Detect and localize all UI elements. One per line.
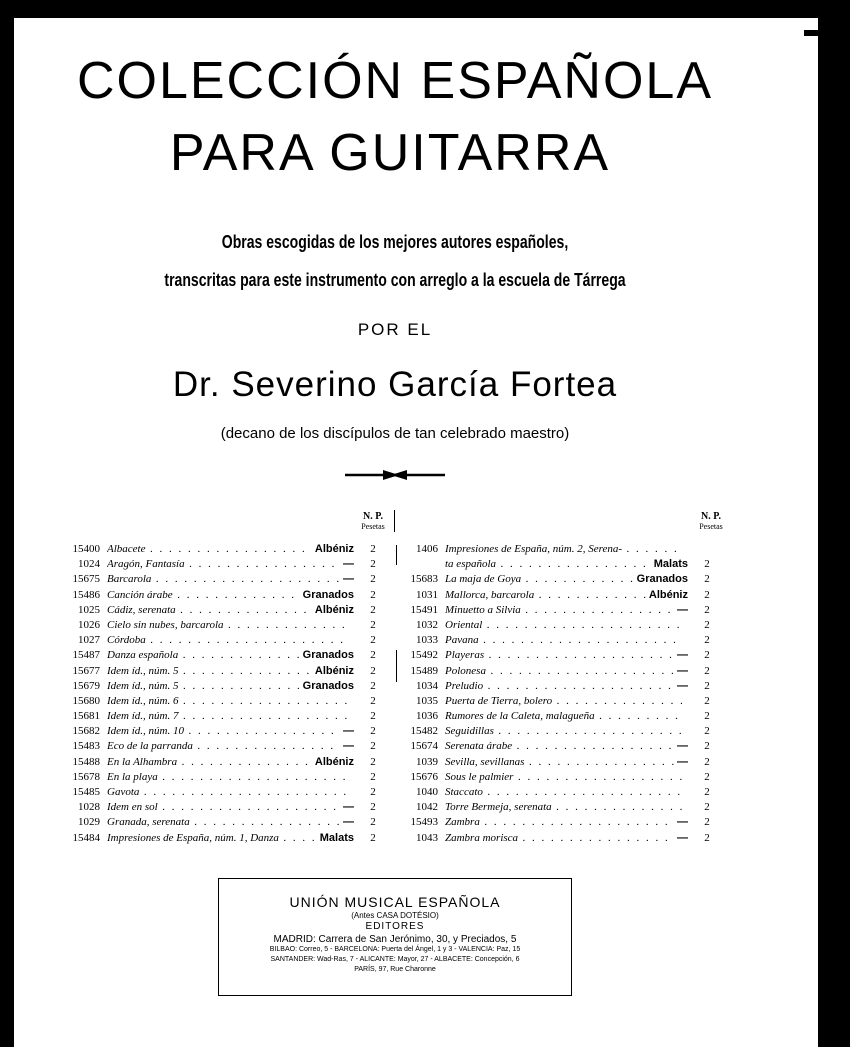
catalog-entry: [62, 815, 388, 830]
work-title: Córdoba . . .: [107, 633, 348, 648]
catalog-number: 15484: [72, 831, 100, 844]
price-pesetas: 2: [370, 740, 376, 753]
catalog-number: 1027: [78, 634, 100, 647]
catalog-entry: [400, 770, 722, 785]
price-pesetas: 2: [370, 725, 376, 738]
catalog-number: 15489: [410, 664, 438, 677]
catalog-number: 15675: [72, 573, 100, 586]
catalog-number: 1040: [416, 786, 438, 798]
composer-name: —: [674, 755, 688, 770]
catalog-number: 1034: [416, 679, 438, 692]
catalog-entry: [62, 633, 388, 648]
np-label: N. P.: [701, 511, 721, 522]
price-pesetas: 2: [704, 603, 710, 616]
catalog-number: 1406: [416, 543, 438, 555]
price-pesetas: 2: [704, 831, 710, 844]
catalog-entry: [62, 694, 388, 709]
composer-name: —: [340, 724, 354, 739]
catalog-entry: [62, 831, 388, 846]
por-el: POR EL: [357, 320, 433, 339]
catalog-entry: [62, 664, 388, 679]
price-pesetas: 2: [704, 694, 710, 707]
work-title: Idem íd., núm. 5 . . .: [107, 679, 348, 694]
composer-name: Granados: [300, 648, 354, 663]
work-title: Puerta de Tierra, bolero . . .: [445, 694, 682, 709]
left-catalog-list: [62, 542, 388, 846]
catalog-entry: [400, 709, 722, 724]
composer-name: —: [674, 648, 688, 663]
price-pesetas: 2: [370, 588, 376, 601]
work-title: Sevilla, sevillanas . . .: [445, 755, 682, 770]
catalog-entry: [400, 542, 722, 557]
price-pesetas: 2: [370, 755, 376, 768]
column-divider: [394, 510, 395, 532]
work-title: Eco de la parranda . . .: [107, 739, 348, 754]
work-title: Serenata árabe . . .: [445, 739, 682, 754]
price-pesetas: 2: [704, 816, 710, 829]
composer-name: —: [340, 572, 354, 587]
catalog-entry: [400, 603, 722, 618]
catalog-number: 15400: [72, 543, 100, 555]
catalog-entry: [400, 800, 722, 815]
catalog-number: 1035: [416, 694, 438, 707]
composer-name: —: [674, 739, 688, 754]
catalog-number: 1024: [78, 558, 100, 571]
catalog-entry: [62, 709, 388, 724]
catalog-entry: [62, 724, 388, 739]
author-note: (decano de los discípulos de tan celebrado maestro): [220, 425, 570, 442]
catalog-entry: [400, 724, 722, 739]
price-pesetas: 2: [370, 664, 376, 677]
price-pesetas: 2: [370, 618, 376, 631]
catalog-entry: [62, 755, 388, 770]
composer-name: Malats: [651, 557, 688, 572]
catalog-entry: [400, 679, 722, 694]
composer-name: —: [674, 603, 688, 618]
price-pesetas: 2: [704, 588, 710, 601]
work-title: Cielo sin nubes, barcarola . . .: [107, 618, 348, 633]
work-title: En la playa . . .: [107, 770, 348, 785]
price-pesetas: 2: [704, 740, 710, 753]
catalog-entry: [62, 648, 388, 663]
work-title: Seguidillas . . .: [445, 724, 682, 739]
publisher-madrid-address: MADRID: Carrera de San Jerónimo, 30, y Preciados, 5: [273, 934, 517, 945]
work-title: Playeras . . .: [445, 648, 682, 663]
catalog-entry: [400, 557, 722, 572]
catalog-number: 15492: [410, 649, 438, 662]
work-title: Cádiz, serenata . . .: [107, 603, 348, 618]
publisher-box: [218, 878, 572, 996]
scan-right-border: [818, 0, 850, 1047]
catalog-entry: [400, 664, 722, 679]
composer-name: Albéniz: [312, 664, 354, 679]
catalog-entry: [62, 800, 388, 815]
work-title: Idem íd., núm. 10 . . .: [107, 724, 348, 739]
catalog-number: 15683: [410, 573, 438, 586]
catalog-entry: [62, 572, 388, 587]
catalog-number: 15485: [72, 786, 100, 798]
work-title: Danza española . . .: [107, 648, 348, 663]
catalog-number: 1033: [416, 634, 438, 647]
publisher-branches-1: BILBAO: Correo, 5 - BARCELONA: Puerta del Ángel, 1 y 3 - VALENCIA: Paz, 15: [269, 946, 521, 953]
catalog-number: 15681: [72, 710, 100, 723]
work-title: Torre Bermeja, serenata . . .: [445, 800, 682, 815]
composer-name: —: [674, 679, 688, 694]
price-pesetas: 2: [370, 558, 376, 571]
catalog-number: 15678: [72, 770, 100, 783]
catalog-entry: [400, 572, 722, 587]
catalog-number: 1032: [416, 618, 438, 631]
price-pesetas: 2: [704, 558, 710, 571]
price-pesetas: 2: [370, 710, 376, 723]
work-title: Polonesa . . .: [445, 664, 682, 679]
composer-name: Albéniz: [646, 588, 688, 603]
catalog-entry: [62, 588, 388, 603]
price-pesetas: 2: [370, 634, 376, 647]
price-pesetas: 2: [704, 679, 710, 692]
publisher-branches-2: SANTANDER: Wad-Ras, 7 - ALICANTE: Mayor, 27 - ALBACETE: Concepción, 6: [270, 956, 520, 963]
composer-name: —: [340, 815, 354, 830]
catalog-number: 15487: [72, 649, 100, 662]
catalog-number: 1043: [416, 831, 438, 844]
catalog-entry: [62, 603, 388, 618]
price-pesetas: 2: [370, 770, 376, 783]
column-divider: [396, 545, 397, 565]
price-pesetas: 2: [704, 634, 710, 647]
price-pesetas: 2: [704, 649, 710, 662]
catalog-entry: [400, 739, 722, 754]
price-pesetas: 2: [370, 786, 376, 798]
catalog-entry: [62, 618, 388, 633]
catalog-entry: [400, 755, 722, 770]
collection-title-line1: COLECCIÓN ESPAÑOLA: [76, 52, 714, 110]
ornament-divider-icon: [345, 468, 445, 482]
composer-name: Granados: [300, 679, 354, 694]
price-pesetas: 2: [704, 755, 710, 768]
price-pesetas: 2: [370, 816, 376, 829]
catalog-entry: [400, 831, 722, 846]
catalog-number: 15674: [410, 740, 438, 753]
catalog-entry: [62, 739, 388, 754]
work-title: Impresiones de España, núm. 2, Serena- . . .: [445, 542, 682, 557]
composer-name: —: [674, 815, 688, 830]
price-pesetas: 2: [704, 786, 710, 798]
price-pesetas: 2: [370, 679, 376, 692]
composer-name: —: [674, 831, 688, 846]
np-sub: Pesetas: [699, 522, 723, 531]
catalog-number: 1026: [78, 618, 100, 631]
price-pesetas: 2: [704, 770, 710, 783]
price-pesetas: 2: [704, 618, 710, 631]
scan-edge-mark: [804, 30, 818, 36]
catalog-number: 15488: [72, 755, 100, 768]
catalog-number: 15677: [72, 664, 100, 677]
work-title: Pavana . . .: [445, 633, 682, 648]
composer-name: Albéniz: [312, 603, 354, 618]
catalog-number: 15680: [72, 694, 100, 707]
price-pesetas: 2: [370, 801, 376, 814]
catalog-entry: [400, 785, 722, 800]
publisher-editores: EDITORES: [365, 921, 425, 932]
catalog-entry: [400, 633, 722, 648]
catalog-number: 15493: [410, 816, 438, 829]
np-sub: Pesetas: [361, 522, 385, 531]
work-title: Rumores de la Caleta, malagueña . . .: [445, 709, 682, 724]
price-pesetas: 2: [370, 543, 376, 555]
work-title: Staccato . . .: [445, 785, 682, 800]
collection-title-line2: PARA GUITARRA: [169, 124, 611, 182]
subtitle-line2: transcritas para este instrumento con arreglo a la escuela de Tárrega: [164, 270, 626, 290]
work-title: En la Alhambra . . .: [107, 755, 348, 770]
np-header-left: [358, 512, 388, 532]
work-title: La maja de Goya . . .: [445, 572, 682, 587]
right-catalog-list: [400, 542, 722, 846]
price-pesetas: 2: [370, 603, 376, 616]
catalog-number: 15486: [72, 588, 100, 601]
work-title: Zambra morisca . . .: [445, 831, 682, 846]
composer-name: Malats: [317, 831, 354, 846]
work-title: Albacete . . .: [107, 542, 348, 557]
work-title: Idem íd., núm. 5 . . .: [107, 664, 348, 679]
work-title: Aragón, Fantasía . . .: [107, 557, 348, 572]
work-title: Barcarola . . .: [107, 572, 348, 587]
catalog-entry: [62, 542, 388, 557]
catalog-number: 15676: [410, 770, 438, 783]
work-title: Idem en sol . . .: [107, 800, 348, 815]
work-title: Canción árabe . . .: [107, 588, 348, 603]
work-title: Preludio . . .: [445, 679, 682, 694]
price-pesetas: 2: [370, 694, 376, 707]
price-pesetas: 2: [704, 664, 710, 677]
work-title: Idem íd., núm. 7 . . .: [107, 709, 348, 724]
price-pesetas: 2: [370, 573, 376, 586]
np-label: N. P.: [363, 511, 383, 522]
catalog-entry: [400, 815, 722, 830]
catalog-entry: [400, 618, 722, 633]
np-header-right: [696, 512, 726, 532]
work-title: Oriental . . .: [445, 618, 682, 633]
publisher-name: UNIÓN MUSICAL ESPAÑOLA: [289, 894, 501, 910]
catalog-number: 15482: [410, 725, 438, 738]
composer-name: —: [340, 557, 354, 572]
price-pesetas: 2: [704, 710, 710, 723]
work-title: Gavota . . .: [107, 785, 348, 800]
catalog-number: 1029: [78, 816, 100, 829]
catalog-entry: [62, 557, 388, 572]
publisher-former-name: (Antes CASA DOTÉSIO): [351, 911, 439, 920]
work-title: Sous le palmier . . .: [445, 770, 682, 785]
catalog-entry: [62, 785, 388, 800]
catalog-entry: [62, 679, 388, 694]
catalog-number: 1031: [416, 588, 438, 601]
catalog-number: 15491: [410, 603, 438, 616]
catalog-number: 1042: [416, 801, 438, 814]
composer-name: Granados: [300, 588, 354, 603]
catalog-number: 15483: [72, 740, 100, 753]
price-pesetas: 2: [704, 801, 710, 814]
catalog-entry: [400, 648, 722, 663]
price-pesetas: 2: [704, 725, 710, 738]
subtitle-line1: Obras escogidas de los mejores autores españoles,: [221, 232, 569, 252]
catalog-number: 1039: [416, 755, 438, 768]
price-pesetas: 2: [370, 649, 376, 662]
catalog-number: 1025: [78, 603, 100, 616]
composer-name: —: [674, 664, 688, 679]
catalog-entry: [400, 588, 722, 603]
column-divider: [396, 650, 397, 682]
composer-name: Albéniz: [312, 755, 354, 770]
price-pesetas: 2: [704, 573, 710, 586]
catalog-number: 15682: [72, 725, 100, 738]
work-title: Mallorca, barcarola . . .: [445, 588, 682, 603]
composer-name: Albéniz: [312, 542, 354, 557]
composer-name: —: [340, 739, 354, 754]
composer-name: —: [340, 800, 354, 815]
publisher-paris: PARÍS, 97, Rue Charonne: [354, 966, 436, 973]
work-title: Granada, serenata . . .: [107, 815, 348, 830]
author-name: Dr. Severino García Fortea: [172, 365, 618, 404]
catalog-number: 1028: [78, 801, 100, 814]
work-title: Idem íd., núm. 6 . . .: [107, 694, 348, 709]
work-title: Zambra . . .: [445, 815, 682, 830]
work-title: ta española . . .: [445, 557, 682, 572]
work-title: Impresiones de España, núm. 1, Danza . . .: [107, 831, 348, 846]
catalog-entry: [400, 694, 722, 709]
catalog-number: 1036: [416, 710, 438, 723]
composer-name: Granados: [634, 572, 688, 587]
price-pesetas: 2: [370, 831, 376, 844]
catalog-entry: [62, 770, 388, 785]
catalog-number: 15679: [72, 679, 100, 692]
work-title: Minuetto a Silvia . . .: [445, 603, 682, 618]
